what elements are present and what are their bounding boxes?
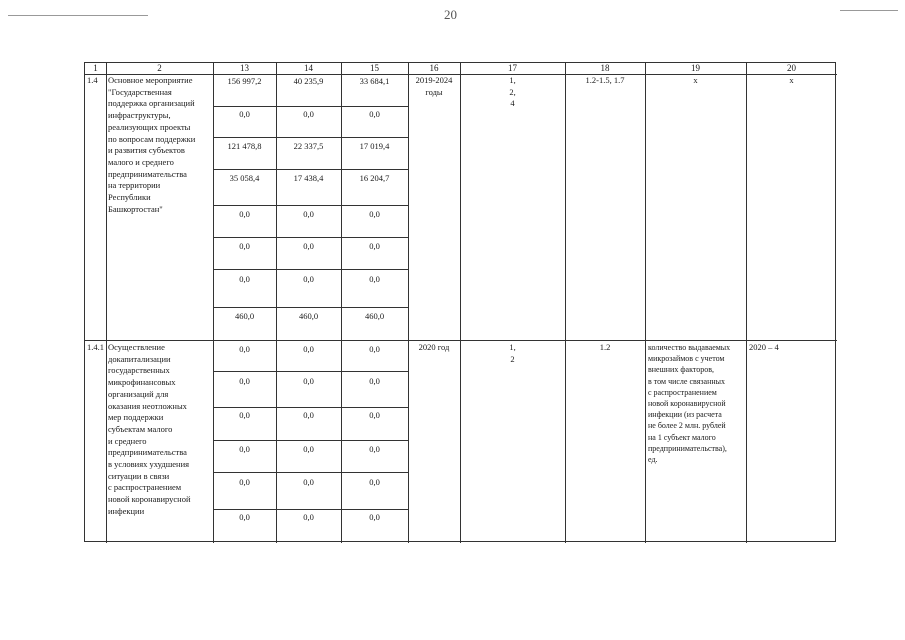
value-cell: 460,0 xyxy=(298,311,319,321)
col-sep xyxy=(341,63,342,543)
subrow-rule xyxy=(213,440,408,441)
value-cell: 0,0 xyxy=(239,444,250,454)
page-number: 20 xyxy=(444,7,457,22)
subrow-rule xyxy=(213,472,408,473)
value-cell: 0,0 xyxy=(239,209,250,219)
col18-cell: 1.2 xyxy=(599,342,611,352)
col18-cell: 1.2-1.5, 1.7 xyxy=(585,75,625,85)
value-cell: 0,0 xyxy=(369,274,380,284)
value-cell: 0,0 xyxy=(239,477,250,487)
column-header: 18 xyxy=(600,63,610,73)
column-header: 13 xyxy=(240,63,249,73)
scan-artifact-left xyxy=(8,15,148,16)
subrow-rule xyxy=(213,269,408,270)
column-header: 17 xyxy=(508,63,517,73)
value-cell: 121 478,8 xyxy=(227,141,262,151)
subrow-rule xyxy=(213,137,408,138)
value-cell: 0,0 xyxy=(303,477,314,487)
value-cell: 22 337,5 xyxy=(293,141,324,151)
period-cell: 2020 год xyxy=(418,342,450,352)
value-cell: 0,0 xyxy=(369,477,380,487)
value-cell: 0,0 xyxy=(369,109,380,119)
row-name: Основное мероприятие "Государственная поддержка организаций инфраструктуры, реализующих проекты по вопросам поддержки и развития субъектов малого и среднего предпринимательства на территории Республики Башкортостан" xyxy=(108,75,196,214)
value-cell: 0,0 xyxy=(369,410,380,420)
row-id: 1.4 xyxy=(87,75,98,85)
col-sep xyxy=(746,63,747,543)
value-cell: 0,0 xyxy=(303,109,314,119)
subrow-rule xyxy=(213,407,408,408)
column-header: 19 xyxy=(691,63,700,73)
value-cell: 0,0 xyxy=(239,241,250,251)
column-header: 16 xyxy=(429,63,439,73)
column-header: 1 xyxy=(93,63,98,73)
col-sep xyxy=(276,63,277,543)
period-cell: 2019-2024 годы xyxy=(415,75,453,97)
value-cell: 0,0 xyxy=(239,109,250,119)
col-sep xyxy=(460,63,461,543)
value-cell: 0,0 xyxy=(239,376,250,386)
value-cell: 156 997,2 xyxy=(227,76,262,86)
col19-cell: количество выдаваемых микрозаймов с учетом внешних факторов, в том числе связанных с распространением новой коронавирусной инфекции (из расчета не более 2 млн. рублей на 1 субъект малого предпринимательства), ед. xyxy=(648,343,731,465)
col19-cell: x xyxy=(693,75,698,85)
value-cell: 0,0 xyxy=(303,444,314,454)
value-cell: 40 235,9 xyxy=(293,76,324,86)
data-table xyxy=(84,62,836,542)
value-cell: 0,0 xyxy=(369,344,380,354)
value-cell: 0,0 xyxy=(239,512,250,522)
column-header: 20 xyxy=(787,63,796,73)
col-sep xyxy=(213,63,214,543)
scan-artifact-right xyxy=(840,10,898,11)
value-cell: 0,0 xyxy=(303,209,314,219)
value-cell: 17 019,4 xyxy=(359,141,390,151)
value-cell: 0,0 xyxy=(303,512,314,522)
subrow-rule xyxy=(213,371,408,372)
row-rule xyxy=(85,340,837,341)
column-header: 15 xyxy=(370,63,379,73)
col-sep xyxy=(408,63,409,543)
value-cell: 0,0 xyxy=(239,274,250,284)
value-cell: 0,0 xyxy=(369,241,380,251)
subrow-rule xyxy=(213,106,408,107)
value-cell: 17 438,4 xyxy=(293,173,324,183)
value-cell: 0,0 xyxy=(369,376,380,386)
subrow-rule xyxy=(213,509,408,510)
value-cell: 35 058,4 xyxy=(229,173,260,183)
value-cell: 0,0 xyxy=(303,410,314,420)
value-cell: 0,0 xyxy=(369,512,380,522)
col-sep xyxy=(106,63,107,543)
value-cell: 0,0 xyxy=(303,376,314,386)
col-sep xyxy=(645,63,646,543)
value-cell: 0,0 xyxy=(303,274,314,284)
subrow-rule xyxy=(213,307,408,308)
subrow-rule xyxy=(213,237,408,238)
value-cell: 16 204,7 xyxy=(359,173,390,183)
column-header: 2 xyxy=(157,63,162,73)
col17-cell: 1, 2 xyxy=(509,342,516,364)
subrow-rule xyxy=(213,205,408,206)
subrow-rule xyxy=(213,169,408,170)
value-cell: 0,0 xyxy=(369,209,380,219)
row-name: Осуществление докапитализации государственных микрофинансовых организаций для оказания неотложных мер поддержки субъектам малого и среднего предпринимательства в условиях ухудшения ситуации в связи с распространением новой коронавирусной инфекции xyxy=(108,342,191,516)
value-cell: 0,0 xyxy=(239,344,250,354)
value-cell: 0,0 xyxy=(303,241,314,251)
value-cell: 33 684,1 xyxy=(359,76,390,86)
value-cell: 0,0 xyxy=(239,410,250,420)
col17-cell: 1, 2, 4 xyxy=(509,75,516,109)
col-sep xyxy=(565,63,566,543)
col20-cell: 2020 – 4 xyxy=(749,342,779,352)
value-cell: 0,0 xyxy=(303,344,314,354)
column-header: 14 xyxy=(304,63,313,73)
value-cell: 460,0 xyxy=(364,311,385,321)
value-cell: 0,0 xyxy=(369,444,380,454)
row-id: 1.4.1 xyxy=(87,342,104,352)
col20-cell: x xyxy=(789,75,794,85)
value-cell: 460,0 xyxy=(234,311,255,321)
